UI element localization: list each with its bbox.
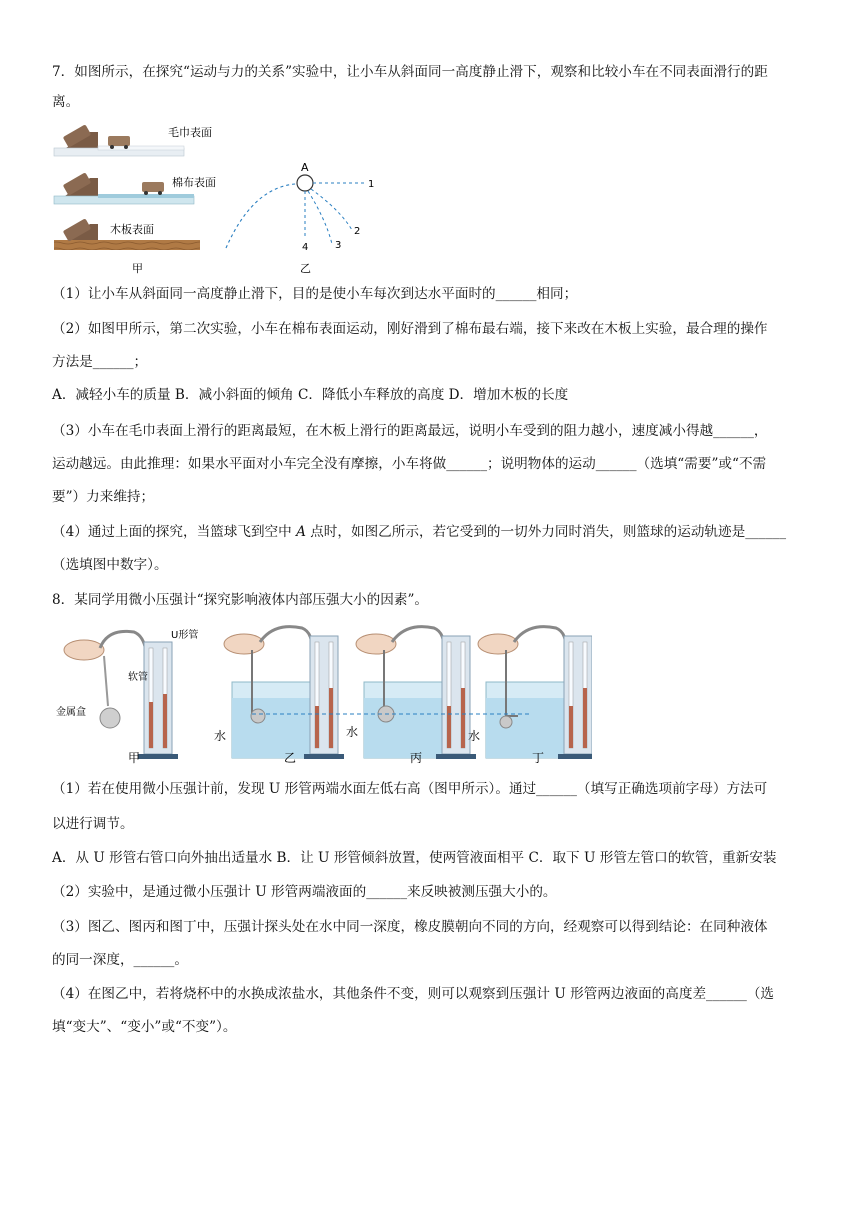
caption-yi-2: 乙: [284, 751, 297, 765]
basketball-icon: [297, 175, 313, 191]
q7-part4-text: （4）通过上面的探究，当篮球飞到空中: [52, 524, 297, 540]
q8-part1-line1: （1）若在使用微小压强计前，发现 U 形管两端水面左低右高（图甲所示）。通过______（填写正确选项前字母）方法可: [52, 781, 768, 797]
manometer-yi: [214, 627, 344, 765]
label-cotton: 棉布表面: [172, 176, 216, 189]
q7-part3-line2: 运动越远。由此推理：如果水平面对小车完全没有摩擦，小车将做______；说明物体的运动______（选填“需要”或“不需: [52, 456, 767, 472]
q7-part3-line3: 要”）力来维持；: [52, 489, 155, 505]
q7-part2-line1: （2）如图甲所示，第二次实验，小车在棉布表面运动，刚好滑到了棉布最右端，接下来改在木板上实验，最合理的操作: [52, 321, 768, 337]
q8-part3-line1: （3）图乙、图丙和图丁中，压强计探头处在水中同一深度，橡皮膜朝向不同的方向，经观察可以得到结论：在同种液体: [52, 919, 768, 935]
path-label-1: 1: [368, 179, 375, 190]
q8-part2: （2）实验中，是通过微小压强计 U 形管两端液面的______来反映被测压强大小的。: [52, 884, 557, 900]
q8-stem: 8．某同学用微小压强计“探究影响液体内部压强大小的因素”。: [52, 592, 428, 608]
q8-figure: [52, 622, 592, 772]
q7-part4-text-2: 点时，如图乙所示，若它受到的一切外力同时消失，则篮球的运动轨迹是______: [305, 524, 786, 540]
metal-box-icon: [100, 708, 120, 728]
manometer-jia: [56, 628, 198, 765]
q8-part4-line2: 填“变大”、“变小”或“不变”）。: [52, 1019, 237, 1035]
probe-icon: [500, 716, 512, 728]
manometer-ding: [468, 627, 592, 765]
label-u-tube: U形管: [171, 630, 199, 641]
q7-part1: （1）让小车从斜面同一高度静止滑下，目的是使小车每次到达水平面时的______相同；: [52, 286, 578, 302]
path-label-3: 3: [335, 240, 342, 251]
label-water: 水: [468, 729, 481, 743]
path-label-2: 2: [354, 226, 361, 237]
caption-jia: 甲: [132, 262, 143, 275]
q8-part1-line2: 以进行调节。: [52, 816, 134, 832]
probe-icon: [251, 709, 265, 723]
hand-icon: [64, 640, 104, 660]
q8-options: A．从 U 形管右管口向外抽出适量水 B．让 U 形管倾斜放置，使两管液面相平 C．取下 U 形管左管口的软管，重新安装: [52, 850, 777, 866]
car-icon: [142, 182, 164, 195]
hand-icon: [224, 634, 264, 654]
caption-ding: 丁: [532, 751, 545, 765]
ramp-wood: [54, 218, 200, 250]
caption-bing: 丙: [410, 751, 423, 765]
q8-part4-line1: （4）在图乙中，若将烧杯中的水换成浓盐水，其他条件不变，则可以观察到压强计 U 形管两边液面的高度差______（选: [52, 986, 775, 1002]
hand-icon: [356, 634, 396, 654]
ramp-towel: [54, 124, 212, 156]
label-water: 水: [214, 729, 227, 743]
label-wood: 木板表面: [110, 223, 154, 236]
label-water: 水: [346, 725, 359, 739]
q7-part3-line1: （3）小车在毛巾表面上滑行的距离最短，在木板上滑行的距离最远，说明小车受到的阻力越小，速度减小得越______，: [52, 423, 768, 439]
q7-part2-line2: 方法是______；: [52, 354, 148, 370]
ramp-cotton: [54, 172, 216, 204]
caption-jia-2: 甲: [128, 751, 141, 765]
manometer-bing: [346, 627, 476, 765]
label-hose: 软管: [128, 672, 148, 683]
q7-part4-line1: [52, 522, 786, 542]
q7-figure: [50, 120, 390, 280]
q8-part3-line2: 的同一深度，______。: [52, 952, 188, 968]
q7-stem-line1: 7．如图所示，在探究“运动与力的关系”实验中，让小车从斜面同一高度静止滑下，观察和比较小车在不同表面滑行的距: [52, 64, 768, 80]
hand-icon: [478, 634, 518, 654]
point-a-italic: A: [296, 524, 306, 540]
point-a-label: A: [301, 161, 309, 174]
trajectory-diagram: [226, 161, 374, 275]
q7-stem-line2: 离。: [52, 94, 80, 110]
q7-options: A．减轻小车的质量 B．减小斜面的倾角 C．降低小车释放的高度 D．增加木板的长度: [52, 387, 569, 403]
q7-part4-line2: （选填图中数字）。: [52, 557, 168, 573]
path-label-4: 4: [302, 242, 309, 253]
label-metal-box: 金属盒: [56, 707, 86, 718]
label-towel: 毛巾表面: [168, 126, 212, 139]
caption-yi: 乙: [300, 262, 311, 275]
